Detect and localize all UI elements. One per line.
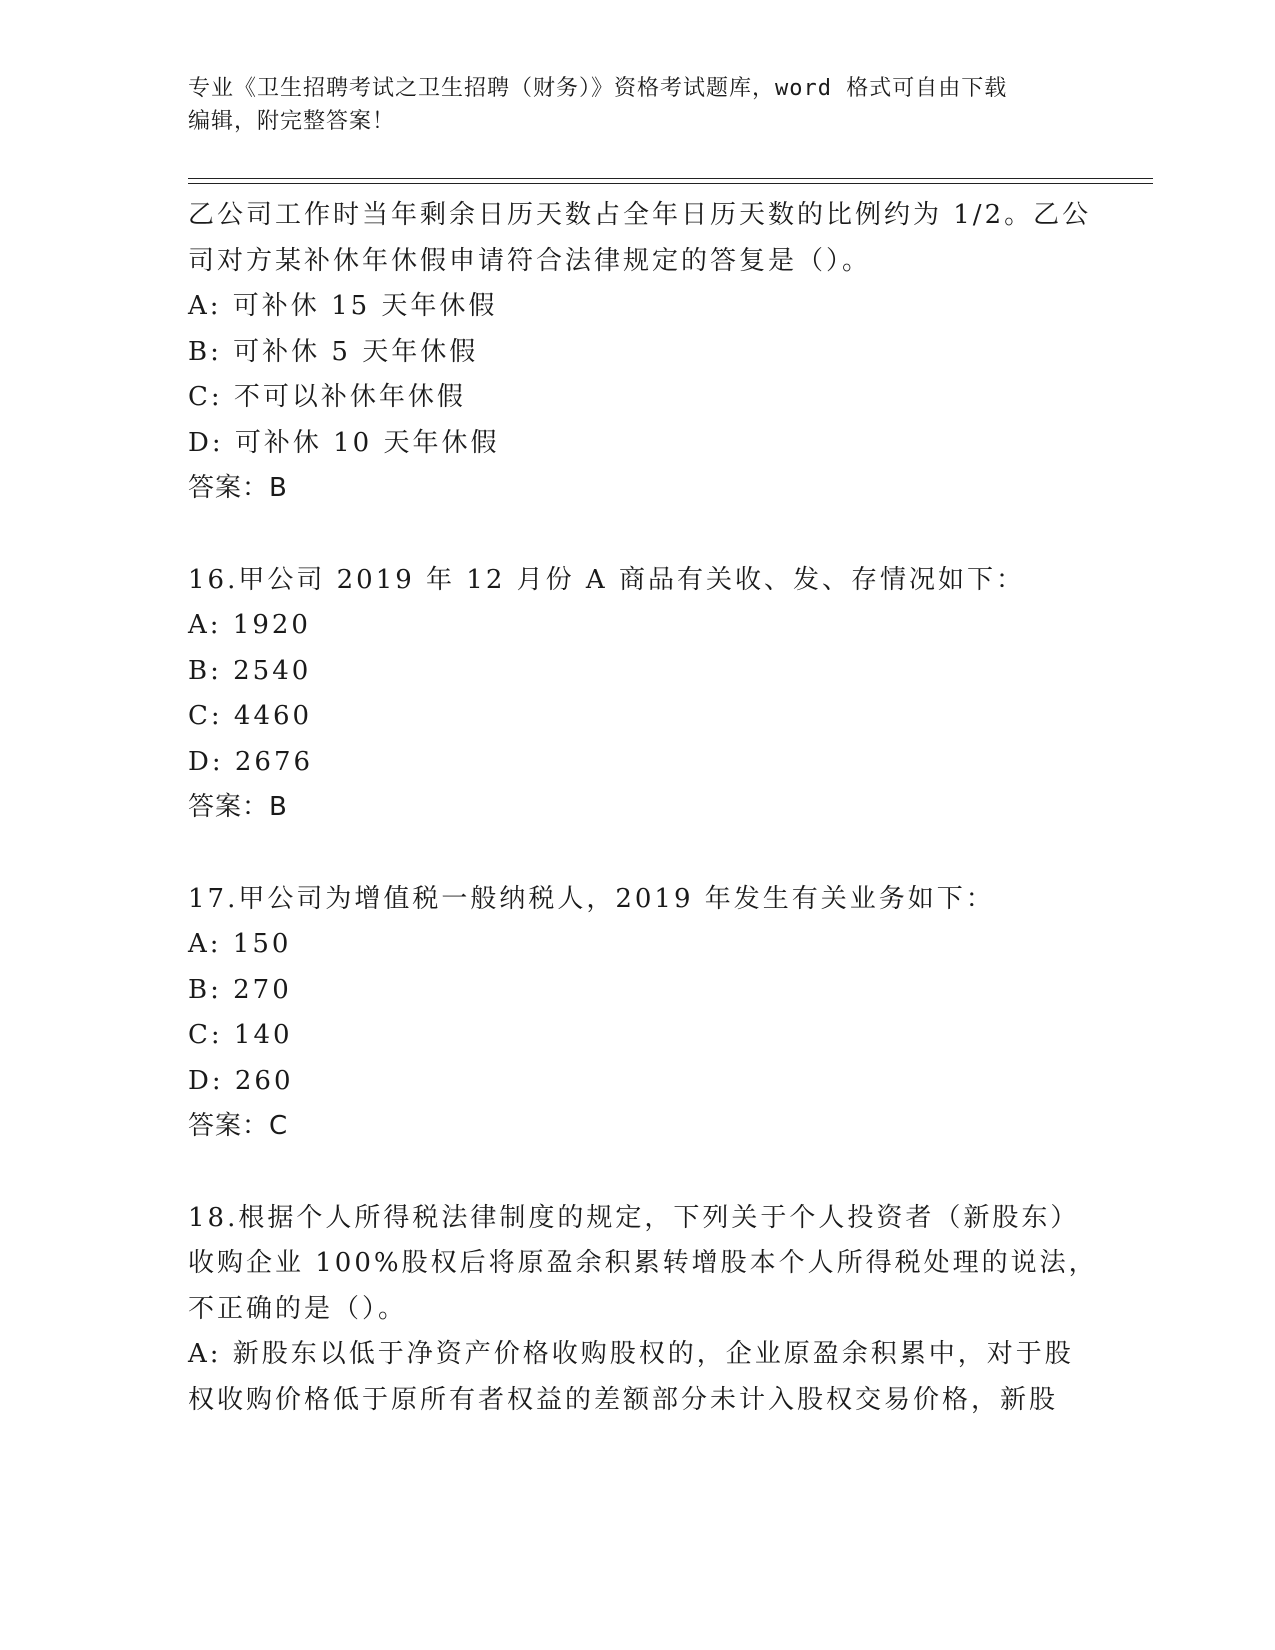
option-b: B: 270 — [188, 974, 292, 1005]
header-line-1: 专业《卫生招聘考试之卫生招聘（财务）》资格考试题库，word 格式可自由下载 — [188, 76, 1008, 101]
question-content — [188, 193, 1098, 1423]
option-c: C: 不可以补休年休假 — [188, 382, 466, 412]
answer: 答案：B — [188, 473, 288, 503]
option-b: B: 可补休 5 天年休假 — [188, 336, 479, 367]
option-d: D: 可补休 10 天年休假 — [188, 427, 500, 458]
question-text: 18.根据个人所得税法律制度的规定，下列关于个人投资者（新股东） — [188, 1202, 1080, 1233]
answer: 答案：B — [188, 792, 288, 822]
header-divider-top — [188, 178, 1153, 179]
option-c: C: 140 — [188, 1020, 293, 1050]
option-b: B: 2540 — [188, 655, 312, 686]
option-a: A: 150 — [188, 929, 292, 959]
option-d: D: 2676 — [188, 746, 314, 777]
option-d: D: 260 — [188, 1065, 294, 1096]
spacer — [188, 831, 1088, 877]
question-16 — [188, 558, 1088, 831]
answer: 答案：C — [188, 1111, 289, 1141]
question-15 — [188, 193, 1092, 512]
question-text: 不正确的是（）。 — [188, 1293, 408, 1324]
option-a: A: 1920 — [188, 610, 311, 640]
question-text: 收购企业 100%股权后将原盈余积累转增股本个人所得税处理的说法， — [188, 1248, 1098, 1278]
spacer — [188, 1150, 1088, 1196]
option-a: A: 可补休 15 天年休假 — [188, 291, 498, 321]
question-17 — [188, 877, 1088, 1150]
option-a: A: 新股东以低于净资产价格收购股权的，企业原盈余积累中，对于股 — [188, 1339, 1074, 1369]
document-header — [188, 72, 1088, 138]
header-divider-bottom — [188, 183, 1153, 184]
spacer — [188, 512, 1088, 558]
option-a-continued: 权收购价格低于原所有者权益的差额部分未计入股权交易价格，新股 — [188, 1384, 1059, 1415]
question-18 — [188, 1196, 1098, 1424]
question-text: 司对方某补休年休假申请符合法律规定的答复是（）。 — [188, 245, 872, 276]
question-text: 17.甲公司为增值税一般纳税人，2019 年发生有关业务如下： — [188, 883, 995, 914]
header-line-2: 编辑，附完整答案！ — [188, 109, 396, 134]
question-text: 16.甲公司 2019 年 12 月份 A 商品有关收、发、存情况如下： — [188, 564, 1025, 595]
option-c: C: 4460 — [188, 701, 313, 731]
question-text: 乙公司工作时当年剩余日历天数占全年日历天数的比例约为 1/2。乙公 — [188, 200, 1092, 230]
